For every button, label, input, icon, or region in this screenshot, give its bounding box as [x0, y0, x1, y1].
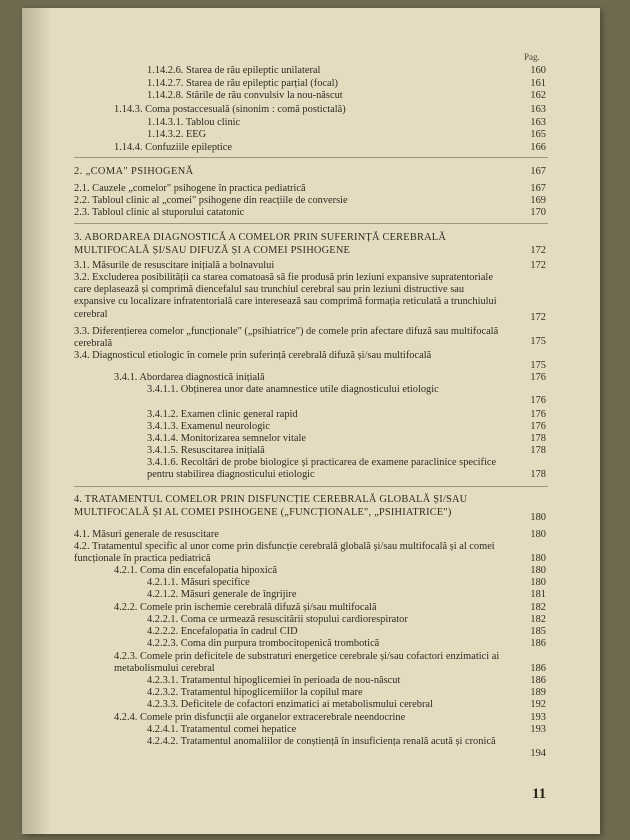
toc-page-4-2-3: 186 — [530, 663, 546, 674]
toc-entry-3-1: 3.1. Măsurile de resuscitare inițială a bolnavului — [74, 260, 275, 271]
toc-entry-2-2: 2.2. Tabloul clinic al „comei" psihogene din reacțiile de conversie — [74, 195, 348, 206]
toc-entry-4-2-4-2: 4.2.4.2. Tratamentul anomaliilor de conștiență în insuficiența renală acută și cronică — [147, 736, 496, 747]
toc-entry-4-2-4: 4.2.4. Comele prin disfuncții ale organelor extracerebrale neendocrine — [114, 712, 406, 723]
toc-entry-4-2-2-3: 4.2.2.3. Coma din purpura trombocitopenică trombotică — [147, 638, 380, 649]
toc-page-4-2-2-2: 185 — [530, 626, 546, 637]
toc-entry-3-4-1-5: 3.4.1.5. Resuscitarea inițială — [147, 445, 265, 456]
toc-page-3-2: 172 — [530, 312, 546, 323]
toc-page-3-4-1-5: 178 — [530, 445, 546, 456]
toc-entry-4-2-3-3: 4.2.3.3. Deficitele de cofactori enzimatici ai metabolismului cerebral — [147, 699, 433, 710]
toc-entry-4-2-2: 4.2.2. Comele prin ischemie cerebrală difuză și/sau multifocală — [114, 602, 377, 613]
toc-entry-3-2: 3.2. Excluderea posibilității ca starea comatoasă să fie produsă prin leziuni expansive supratentoriale care deplasează și comprimă diencefalul sau trunchiul cerebral sau prin leziuni distructive sau expansive cu localizare infratentorială care interesează sau comprimă formația reticulată a trunchiului cerebral — [74, 272, 497, 320]
toc-page-4-2-1-1: 180 — [530, 577, 546, 588]
toc-page-4-1: 180 — [530, 529, 546, 540]
toc-entry-4-2-3-2: 4.2.3.2. Tratamentul hipoglicemiilor la copilul mare — [147, 687, 363, 698]
toc-page-3-1: 172 — [530, 260, 546, 271]
toc-entry-3-4-1-6: 3.4.1.6. Recoltări de probe biologice și practicarea de examene paraclinice specifice pentru stabilirea diagnosticului etiologic — [147, 457, 497, 481]
toc-entry-4-2-3: 4.2.3. Comele prin deficitele de substraturi energetice cerebrale și/sau cofactori enzimatici ai metabolismului cerebral — [114, 651, 500, 675]
toc-page-4-2-3-3: 192 — [530, 699, 546, 710]
toc-page-3-4-1-2: 176 — [530, 409, 546, 420]
toc-page-1-14-2-6: 160 — [530, 65, 546, 76]
toc-page-3-4-1-4: 178 — [530, 433, 546, 444]
toc-entry-3-3: 3.3. Diferențierea comelor „funcționale" („psihiatrice") de comele prin afectare difuză sau multifocală cerebrală — [74, 326, 499, 350]
toc-entry-4-2-1-2: 4.2.1.2. Măsuri generale de îngrijire — [147, 589, 297, 600]
toc-page-4-2-4-1: 193 — [530, 724, 546, 735]
toc-entry-4-2-1: 4.2.1. Coma din encefalopatia hipoxică — [114, 565, 278, 576]
toc-entry-1-14-2-8: 1.14.2.8. Stările de rău convulsiv la nou-născut — [147, 90, 343, 101]
toc-entry-4-2-4-1: 4.2.4.1. Tratamentul comei hepatice — [147, 724, 297, 735]
toc-entry-2-3: 2.3. Tabloul clinic al stuporului catatonic — [74, 207, 245, 218]
book-page — [22, 8, 600, 834]
toc-page-4-2-1: 180 — [530, 565, 546, 576]
toc-page-4-2-1-2: 181 — [530, 589, 546, 600]
toc-page-4-2-2: 182 — [530, 602, 546, 613]
toc-page-3-3: 175 — [530, 336, 546, 347]
toc-page-3-4-1: 176 — [530, 372, 546, 383]
toc-page-3-4-1-3: 176 — [530, 421, 546, 432]
section-divider — [74, 486, 548, 487]
toc-entry-3-4-1-1: 3.4.1.1. Obținerea unor date anamnestice utile diagnosticului etiologic — [147, 384, 439, 395]
toc-page-3-4-1-6: 178 — [530, 469, 546, 480]
toc-page-1-14-3-2: 165 — [530, 129, 546, 140]
toc-entry-4-2-2-2: 4.2.2.2. Encefalopatia în cadrul CID — [147, 626, 298, 637]
toc-page-4-2-4: 193 — [530, 712, 546, 723]
toc-entry-1-14-3: 1.14.3. Coma postaccesuală (sinonim : comă postictală) — [114, 104, 346, 115]
toc-page-3-4-1-1: 176 — [530, 395, 546, 406]
toc-entry-1-14-2-6: 1.14.2.6. Starea de rău epileptic unilateral — [147, 65, 321, 76]
toc-page-chapter-2: 167 — [530, 166, 546, 177]
toc-entry-1-14-4: 1.14.4. Confuziile epileptice — [114, 142, 233, 153]
table-of-contents — [22, 8, 600, 834]
toc-chapter-3: 3. ABORDAREA DIAGNOSTICĂ A COMELOR PRIN SUFERINȚĂ CEREBRALĂ MULTIFOCALĂ ȘI/SAU DIFUZĂ ȘI A COMEI PSIHOGENE — [74, 232, 447, 256]
toc-entry-4-2: 4.2. Tratamentul specific al unor come prin disfuncție cerebrală globală și/sau multifocală și al comei funcționale în practica pediatrică — [74, 541, 495, 565]
page-column-label: Pag. — [524, 52, 540, 62]
toc-page-1-14-4: 166 — [530, 142, 546, 153]
toc-page-2-1: 167 — [530, 183, 546, 194]
toc-page-chapter-4: 180 — [530, 512, 546, 523]
toc-entry-3-4-1-4: 3.4.1.4. Monitorizarea semnelor vitale — [147, 433, 306, 444]
toc-entry-3-4-1-3: 3.4.1.3. Examenul neurologic — [147, 421, 270, 432]
page-number: 11 — [532, 786, 547, 802]
toc-page-2-3: 170 — [530, 207, 546, 218]
section-divider — [74, 223, 548, 224]
toc-page-4-2-2-1: 182 — [530, 614, 546, 625]
toc-page-4-2-2-3: 186 — [530, 638, 546, 649]
toc-entry-1-14-3-2: 1.14.3.2. EEG — [147, 129, 207, 140]
toc-page-4-2-3-2: 189 — [530, 687, 546, 698]
toc-entry-1-14-3-1: 1.14.3.1. Tablou clinic — [147, 117, 241, 128]
toc-entry-3-4-1: 3.4.1. Abordarea diagnostică inițială — [114, 372, 265, 383]
toc-page-4-2-3-1: 186 — [530, 675, 546, 686]
toc-chapter-4: 4. TRATAMENTUL COMELOR PRIN DISFUNCȚIE CEREBRALĂ GLOBALĂ ȘI/SAU MULTIFOCALĂ ȘI AL COMEI PSIHOGENE („FUNCȚIONALE", „PSIHIATRICE") — [74, 494, 468, 518]
toc-page-3-4: 175 — [530, 360, 546, 371]
toc-entry-2-1: 2.1. Cauzele „comelor" psihogene în practica pediatrică — [74, 183, 306, 194]
section-divider — [74, 157, 548, 158]
toc-entry-4-2-2-1: 4.2.2.1. Coma ce urmează resuscitării stopului cardiorespirator — [147, 614, 408, 625]
toc-page-1-14-2-8: 162 — [530, 90, 546, 101]
toc-entry-3-4-1-2: 3.4.1.2. Examen clinic general rapid — [147, 409, 298, 420]
toc-page-1-14-3: 163 — [530, 104, 546, 115]
toc-page-2-2: 169 — [530, 195, 546, 206]
toc-page-1-14-2-7: 161 — [530, 78, 546, 89]
toc-entry-4-1: 4.1. Măsuri generale de resuscitare — [74, 529, 219, 540]
toc-entry-4-2-1-1: 4.2.1.1. Măsuri specifice — [147, 577, 250, 588]
toc-entry-4-2-3-1: 4.2.3.1. Tratamentul hipoglicemiei în perioada de nou-născut — [147, 675, 401, 686]
toc-chapter-2: 2. „COMA" PSIHOGENĂ — [74, 166, 194, 177]
toc-entry-3-4: 3.4. Diagnosticul etiologic în comele prin suferință cerebrală difuză și/sau multifocală — [74, 350, 432, 361]
toc-page-4-2-4-2: 194 — [530, 748, 546, 759]
toc-page-1-14-3-1: 163 — [530, 117, 546, 128]
toc-page-chapter-3: 172 — [530, 245, 546, 256]
toc-page-4-2: 180 — [530, 553, 546, 564]
toc-entry-1-14-2-7: 1.14.2.7. Starea de rău epileptic parțial (focal) — [147, 78, 338, 89]
